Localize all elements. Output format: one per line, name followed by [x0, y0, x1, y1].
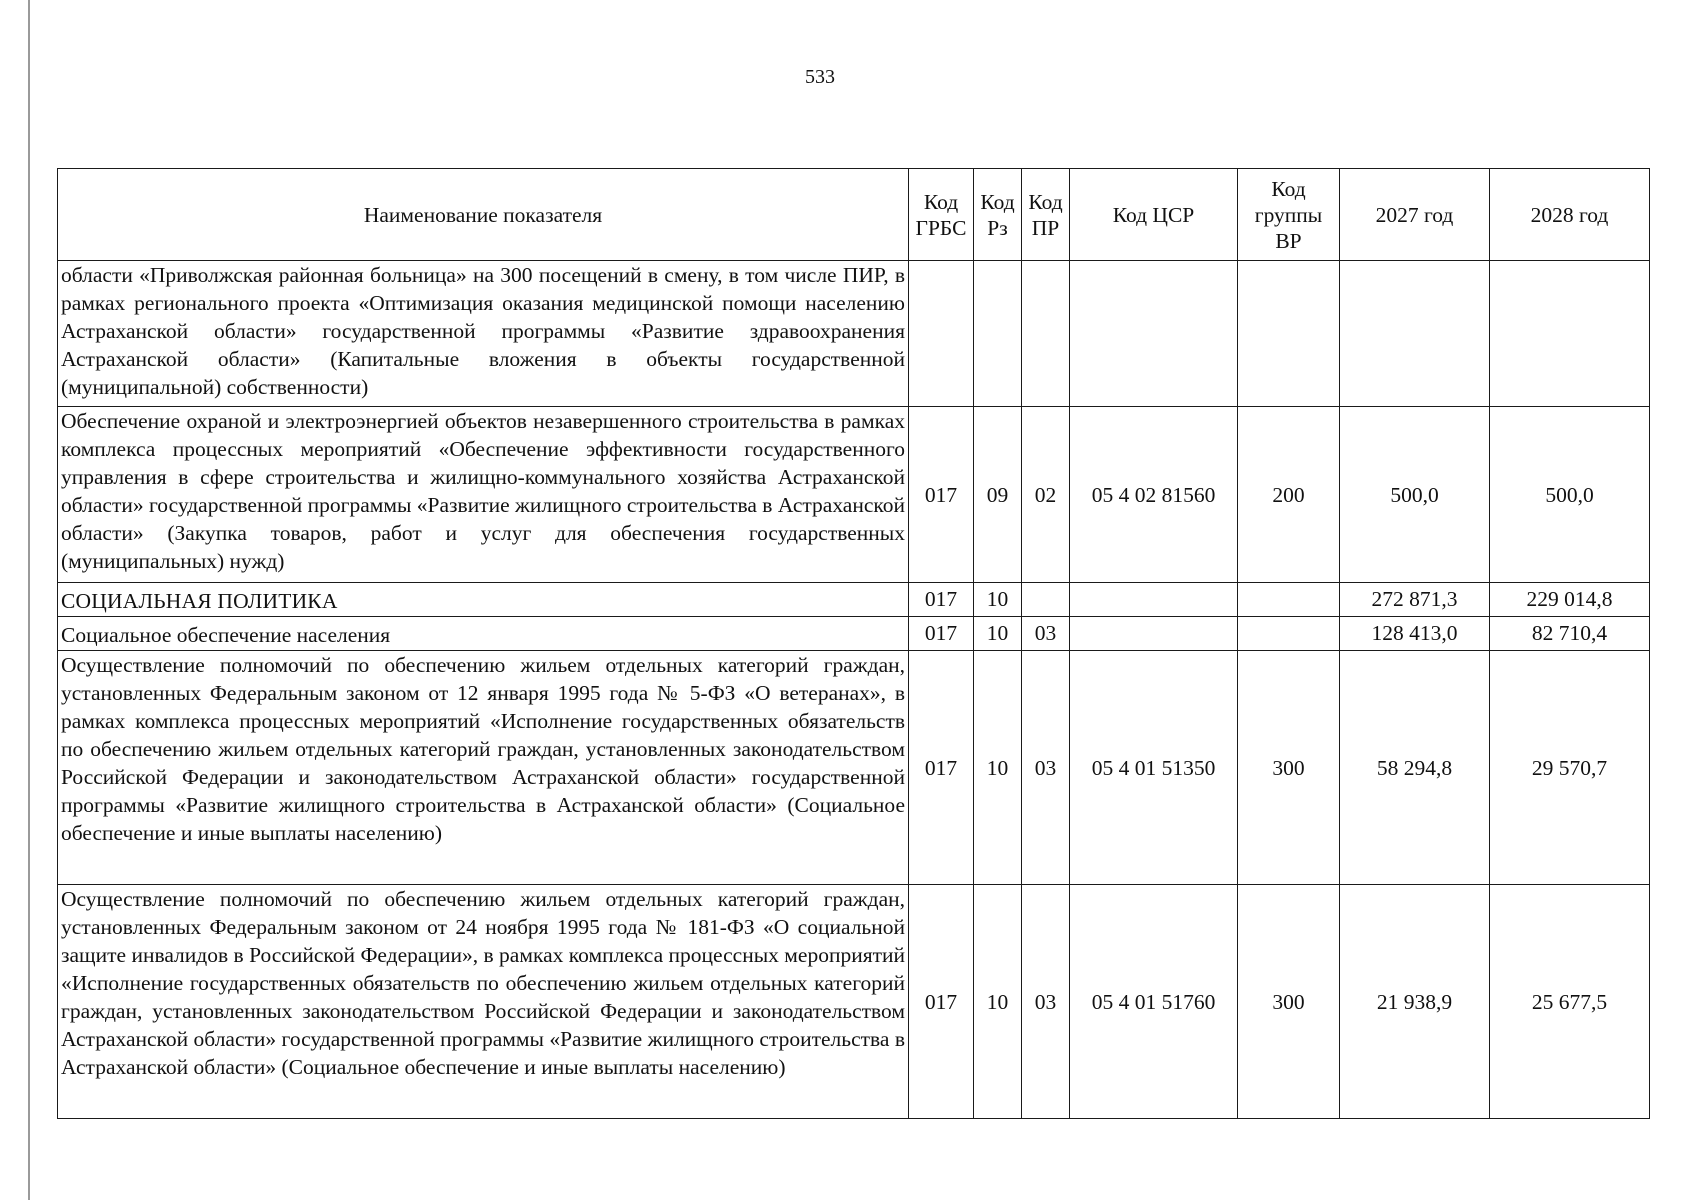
table-header-row — [58, 169, 1650, 261]
row-csr — [1070, 583, 1238, 617]
header-rz: Код Рз — [974, 169, 1022, 261]
row-csr: 05 4 01 51350 — [1070, 651, 1238, 885]
row-rz: 10 — [974, 651, 1022, 885]
row-grbs — [909, 261, 974, 407]
header-grbs: Код ГРБС — [909, 169, 974, 261]
row-rz: 09 — [974, 407, 1022, 583]
row-pr: 02 — [1022, 407, 1070, 583]
header-pr: Код ПР — [1022, 169, 1070, 261]
row-pr: 03 — [1022, 617, 1070, 651]
row-2028: 500,0 — [1490, 407, 1650, 583]
header-vr: Код группы ВР — [1238, 169, 1340, 261]
row-2027: 128 413,0 — [1340, 617, 1490, 651]
row-rz: 10 — [974, 583, 1022, 617]
row-vr: 300 — [1238, 885, 1340, 1119]
row-2028: 229 014,8 — [1490, 583, 1650, 617]
row-grbs: 017 — [909, 885, 974, 1119]
row-grbs: 017 — [909, 617, 974, 651]
row-csr: 05 4 01 51760 — [1070, 885, 1238, 1119]
row-pr: 03 — [1022, 885, 1070, 1119]
row-vr: 300 — [1238, 651, 1340, 885]
row-csr — [1070, 261, 1238, 407]
page-margin-line — [28, 0, 30, 1200]
row-2028: 82 710,4 — [1490, 617, 1650, 651]
header-2028: 2028 год — [1490, 169, 1650, 261]
table-row — [58, 651, 1650, 885]
row-vr — [1238, 617, 1340, 651]
table-row-section — [58, 583, 1650, 617]
table-row — [58, 407, 1650, 583]
row-vr: 200 — [1238, 407, 1340, 583]
row-name: Социальное обеспечение населения — [58, 617, 909, 651]
row-grbs: 017 — [909, 583, 974, 617]
row-grbs: 017 — [909, 651, 974, 885]
row-rz — [974, 261, 1022, 407]
row-name: Осуществление полномочий по обеспечению жильем отдельных категорий граждан, установленных Федеральным законом от 24 ноября 1995 года № 181-ФЗ «О социальной защите инвалидов в Российской Федерации», в рамках комплекса процессных мероприятий «Исполнение государственных обязательств по обеспечению жильем отдельных категорий граждан, установленных законодательством Российской Федерации и законодательством Астраханской области» государственной программы «Развитие жилищного строительства в Астраханской области» (Социальное обеспечение и иные выплаты населению) — [58, 885, 909, 1119]
row-grbs: 017 — [909, 407, 974, 583]
header-name: Наименование показателя — [58, 169, 909, 261]
row-name: СОЦИАЛЬНАЯ ПОЛИТИКА — [58, 583, 909, 617]
row-vr — [1238, 583, 1340, 617]
row-rz: 10 — [974, 617, 1022, 651]
row-2028: 25 677,5 — [1490, 885, 1650, 1119]
header-2027: 2027 год — [1340, 169, 1490, 261]
row-csr — [1070, 617, 1238, 651]
row-2028 — [1490, 261, 1650, 407]
row-2027: 500,0 — [1340, 407, 1490, 583]
row-2027: 21 938,9 — [1340, 885, 1490, 1119]
page-number: 533 — [805, 66, 835, 88]
row-name: Обеспечение охраной и электроэнергией объектов незавершенного строительства в рамках комплекса процессных мероприятий «Обеспечение эффективности государственного управления в сфере строительства и жилищно-коммунального хозяйства Астраханской области» государственной программы «Развитие жилищного строительства в Астраханской области» (Закупка товаров, работ и услуг для обеспечения государственных (муниципальных) нужд) — [58, 407, 909, 583]
row-pr — [1022, 583, 1070, 617]
row-name: области «Приволжская районная больница» на 300 посещений в смену, в том числе ПИР, в рамках регионального проекта «Оптимизация оказания медицинской помощи населению Астраханской области» государственной программы «Развитие здравоохранения Астраханской области» (Капитальные вложения в объекты государственной (муниципальной) собственности) — [58, 261, 909, 407]
row-csr: 05 4 02 81560 — [1070, 407, 1238, 583]
row-pr: 03 — [1022, 651, 1070, 885]
row-2027: 272 871,3 — [1340, 583, 1490, 617]
row-2027 — [1340, 261, 1490, 407]
row-name: Осуществление полномочий по обеспечению жильем отдельных категорий граждан, установленных Федеральным законом от 12 января 1995 года № 5-ФЗ «О ветеранах», в рамках комплекса процессных мероприятий «Исполнение государственных обязательств по обеспечению жильем отдельных категорий граждан, установленных законодательством Российской Федерации и законодательством Астраханской области» государственной программы «Развитие жилищного строительства в Астраханской области» (Социальное обеспечение и иные выплаты населению) — [58, 651, 909, 885]
row-rz: 10 — [974, 885, 1022, 1119]
row-pr — [1022, 261, 1070, 407]
row-2028: 29 570,7 — [1490, 651, 1650, 885]
header-csr: Код ЦСР — [1070, 169, 1238, 261]
row-vr — [1238, 261, 1340, 407]
table-row-subsection — [58, 617, 1650, 651]
row-2027: 58 294,8 — [1340, 651, 1490, 885]
budget-table — [57, 168, 1650, 1119]
table-row — [58, 261, 1650, 407]
table-row — [58, 885, 1650, 1119]
